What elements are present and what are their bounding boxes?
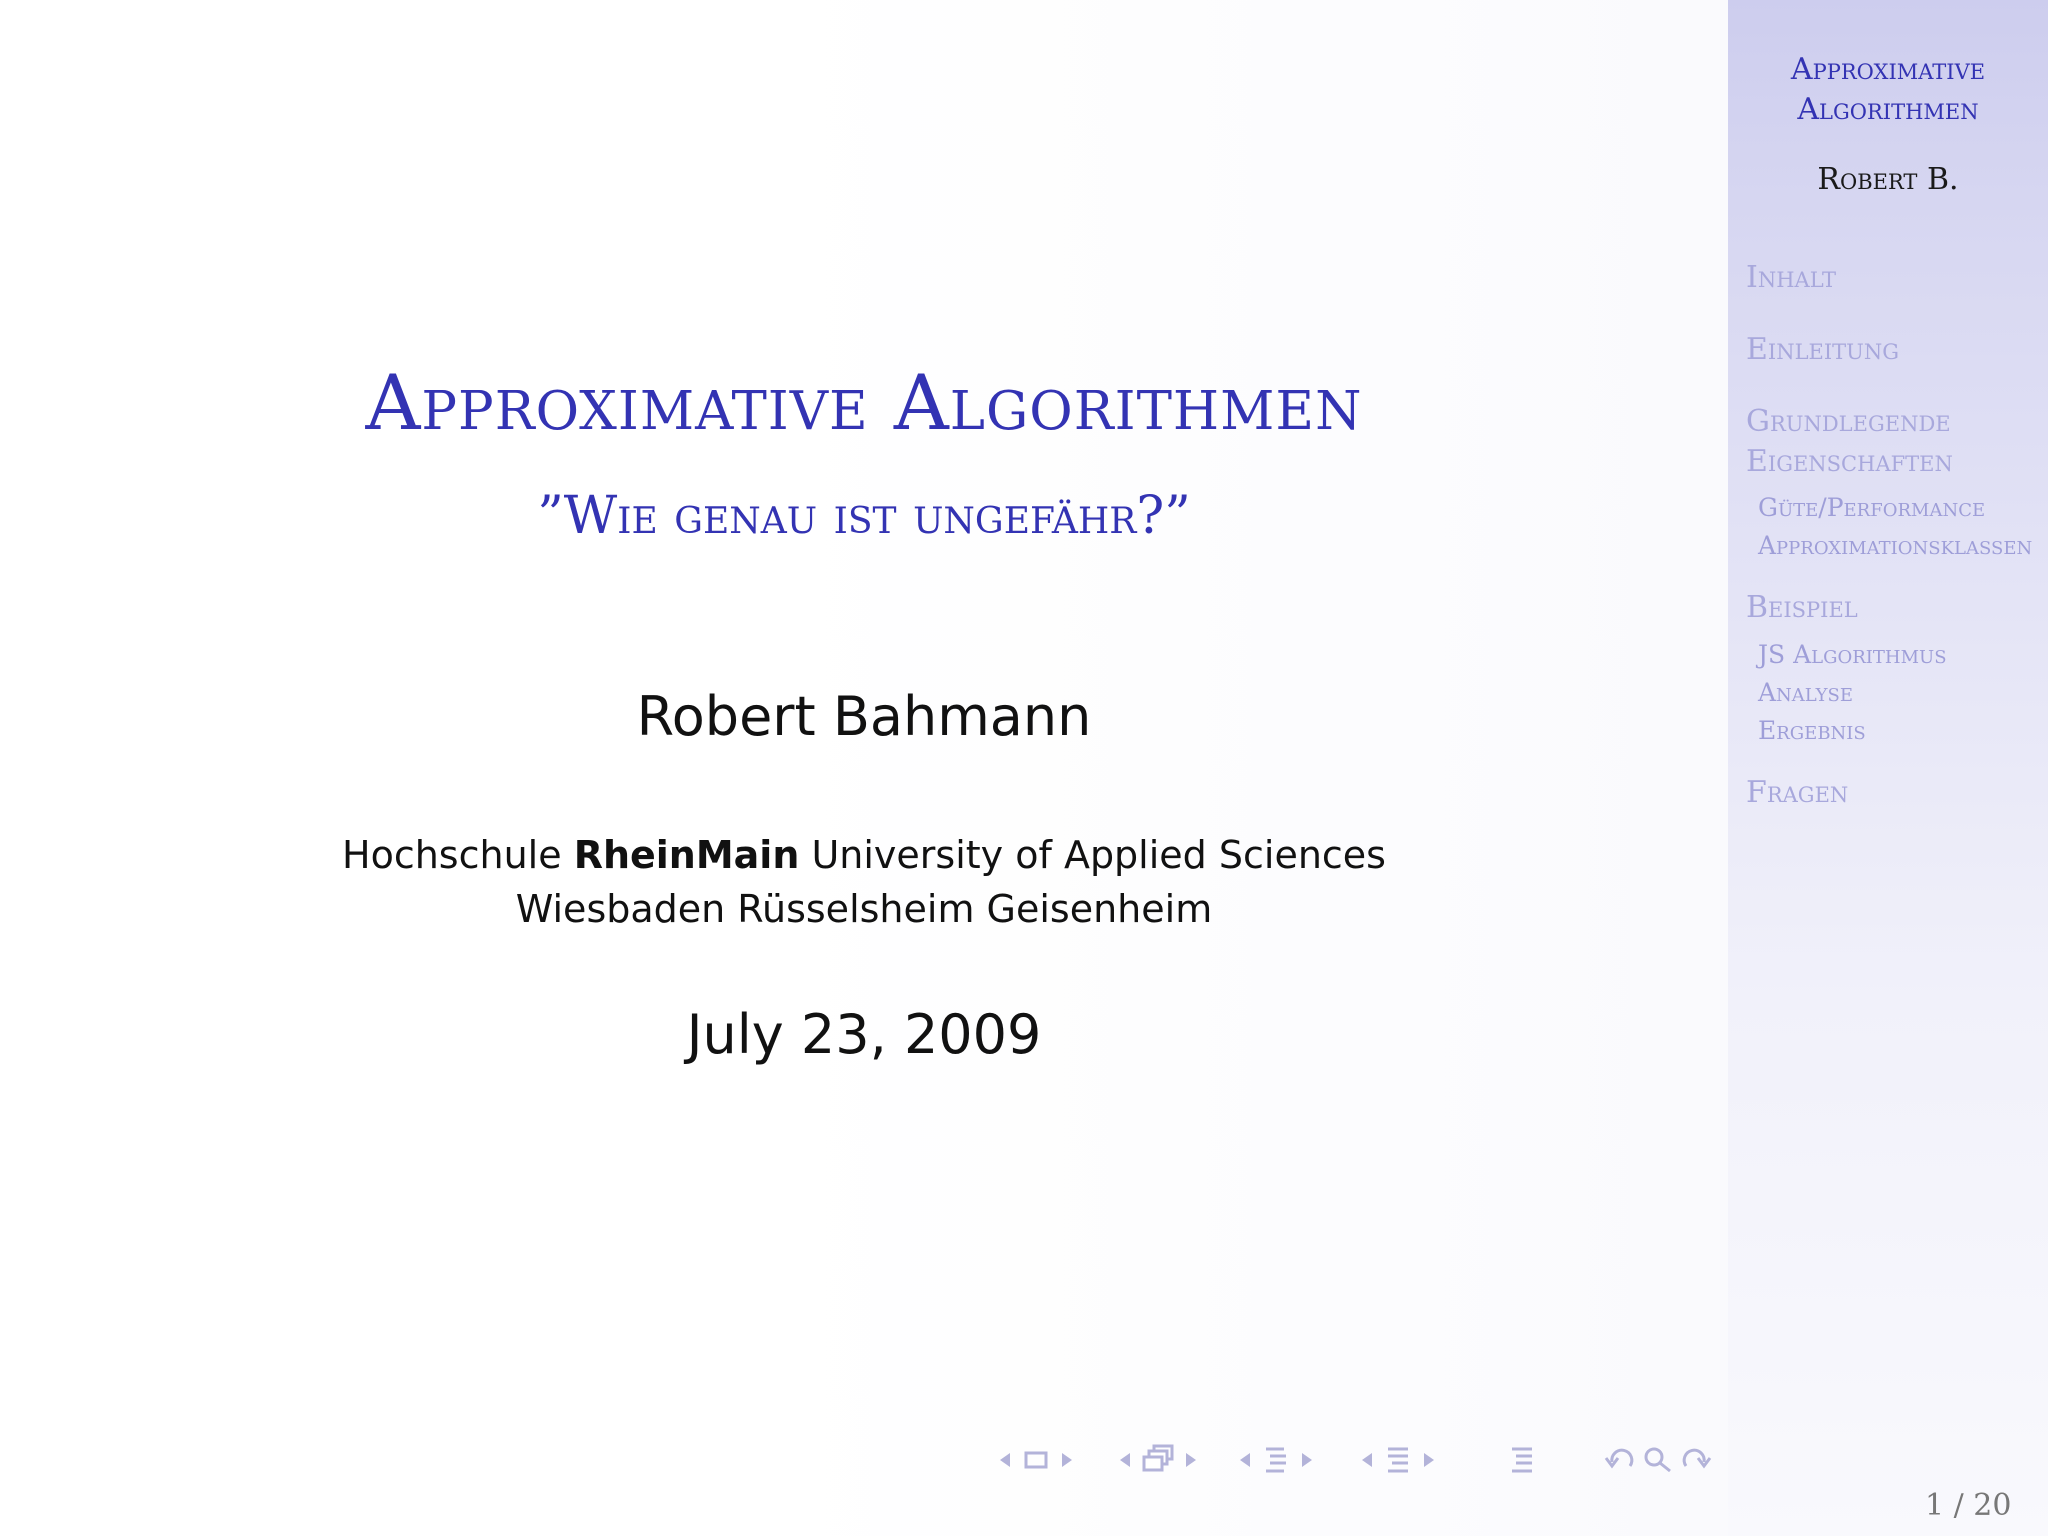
sidebar-item-label-line2: Eigenschaften bbox=[1746, 444, 1953, 479]
sidebar-title[interactable] bbox=[1728, 50, 2048, 130]
next-arrow-icon[interactable] bbox=[1186, 1453, 1196, 1467]
sidebar-author[interactable]: Robert B. bbox=[1817, 162, 1959, 197]
sidebar-item-fragen[interactable]: Fragen bbox=[1746, 775, 1849, 810]
institute-prefix: Hochschule bbox=[342, 833, 574, 877]
page-number: 1 / 20 bbox=[1925, 1488, 2012, 1523]
author-name: Robert Bahmann bbox=[636, 685, 1092, 748]
sidebar-title-line2: Algorithmen bbox=[1797, 92, 1979, 127]
navigation-bar bbox=[990, 1440, 1710, 1480]
forward-icon[interactable] bbox=[1676, 1440, 1716, 1480]
sidebar bbox=[1728, 0, 2048, 1536]
previous-arrow-icon[interactable] bbox=[1362, 1453, 1372, 1467]
previous-arrow-icon[interactable] bbox=[1120, 1453, 1130, 1467]
next-arrow-icon[interactable] bbox=[1302, 1453, 1312, 1467]
sidebar-subitem-analyse[interactable]: Analyse bbox=[1758, 678, 1853, 707]
institute bbox=[0, 828, 1728, 936]
frame-nav-icon[interactable] bbox=[1000, 1440, 1072, 1480]
previous-arrow-icon[interactable] bbox=[1000, 1453, 1010, 1467]
slide-subtitle: ”Wie genau ist ungefähr?” bbox=[537, 486, 1191, 546]
slide-title: Approximative Algorithmen bbox=[365, 358, 1363, 447]
search-icon[interactable] bbox=[1640, 1440, 1676, 1480]
toc-lines-icon bbox=[1502, 1440, 1542, 1480]
sidebar-subitem-approximationsklassen[interactable]: Approximationsklassen bbox=[1758, 531, 2033, 560]
previous-arrow-icon[interactable] bbox=[1240, 1453, 1250, 1467]
sidebar-item-einleitung[interactable]: Einleitung bbox=[1746, 332, 1899, 367]
institute-line2: Wiesbaden Rüsselsheim Geisenheim bbox=[515, 887, 1213, 931]
back-search-forward-group bbox=[1600, 1440, 1716, 1480]
next-arrow-icon[interactable] bbox=[1062, 1453, 1072, 1467]
sidebar-item-label-line1: Grundlegende bbox=[1746, 404, 1951, 439]
subsection-nav-icon[interactable] bbox=[1120, 1440, 1196, 1480]
sidebar-title-line1: Approximative bbox=[1790, 52, 1986, 87]
section-nav-icon[interactable] bbox=[1240, 1440, 1312, 1480]
presentation-date: July 23, 2009 bbox=[686, 1003, 1042, 1066]
next-arrow-icon[interactable] bbox=[1424, 1453, 1434, 1467]
institute-suffix: University of Applied Sciences bbox=[799, 833, 1386, 877]
sidebar-item-inhalt[interactable]: Inhalt bbox=[1746, 260, 1836, 295]
sidebar-subitem-ergebnis[interactable]: Ergebnis bbox=[1758, 716, 1866, 745]
frame-icon bbox=[1016, 1440, 1056, 1480]
sidebar-subitem-js-algorithmus[interactable]: JS Algorithmus bbox=[1758, 640, 1947, 669]
document-nav-icon[interactable] bbox=[1362, 1440, 1434, 1480]
section-icon bbox=[1256, 1440, 1296, 1480]
toc-icon[interactable] bbox=[1502, 1440, 1542, 1480]
back-icon[interactable] bbox=[1600, 1440, 1640, 1480]
sidebar-item-grundlegende-eigenschaften[interactable] bbox=[1746, 402, 1953, 482]
sidebar-subitem-guete-performance[interactable]: Güte/Performance bbox=[1758, 493, 1986, 522]
subsection-icon bbox=[1136, 1440, 1180, 1480]
institute-line1 bbox=[0, 828, 1728, 882]
document-icon bbox=[1378, 1440, 1418, 1480]
institute-bold-name: RheinMain bbox=[573, 833, 800, 877]
sidebar-item-beispiel[interactable]: Beispiel bbox=[1746, 590, 1858, 625]
